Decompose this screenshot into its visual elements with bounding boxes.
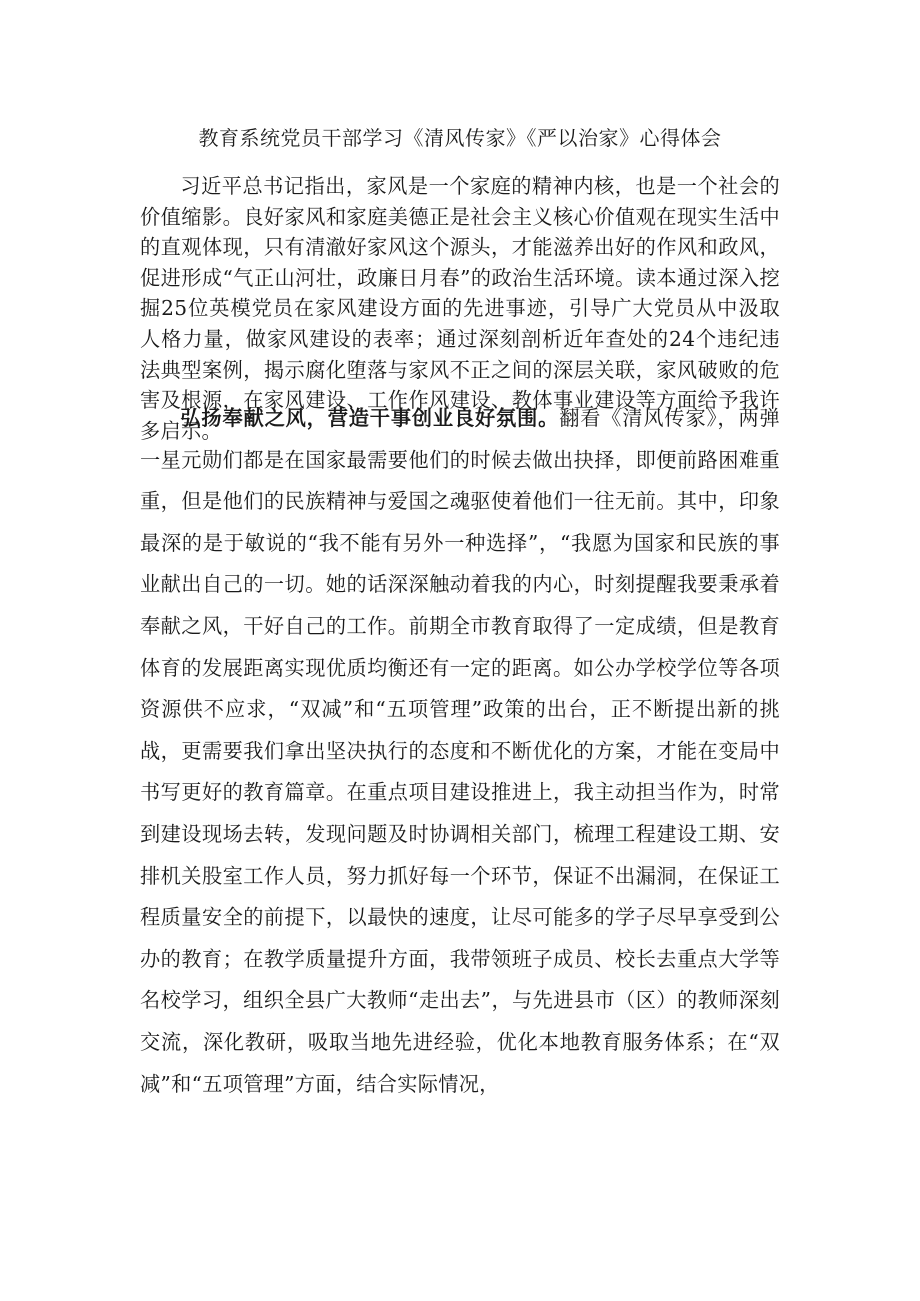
section-body: 翻看《清风传家》，两弹一星元勋们都是在国家最需要他们的时候去做出抉择，即便前路困难重重，但是他们的民族精神与爱国之魂驱使着他们一往无前。其中，印象最深的是于敏说的“我不能有另外一种选择”，“我愿为国家和民族的事业献出自己的一切。她的话深深触动着我的内心，时刻提醒我要秉承着奉献之风，干好自己的工作。前期全市教育取得了一定成绩，但是教育体育的发展距离实现优质均衡还有一定的距离。如公办学校学位等各项资源供不应求，“双减”和“五项管理”政策的出台，正不断提出新的挑战，更需要我们拿出坚决执行的态度和不断优化的方案，才能在变局中书写更好的教育篇章。在重点项目建设推进上，我主动担当作为，时常到建设现场去转，发现问题及时协调相关部门，梳理工程建设工期、安排机关股室工作人员，努力抓好每一个环节，保证不出漏洞，在保证工程质量安全的前提下，以最快的速度，让尽可能多的学子尽早享受到公办的教育；在教学质量提升方面，我带领班子成员、校长去重点大学等名校学习，组织全县广大教师“走出去”，与先进县市（区）的教师深刻交流，深化教研，吸取当地先进经验，优化本地教育服务体系；在“双减”和“五项管理”方面，结合实际情况，	[140, 406, 781, 1096]
section-heading: 弘扬奉献之风，营造干事创业良好氛围。	[180, 406, 560, 430]
section-paragraph	[140, 398, 780, 1105]
intro-paragraph: 习近平总书记指出，家风是一个家庭的精神内核，也是一个社会的价值缩影。良好家风和家庭美德正是社会主义核心价值观在现实生活中的直观体现，只有清澈好家风这个源头，才能滋养出好的作风和政风，促进形成“气正山河壮，政廉日月春”的政治生活环境。读本通过深入挖掘25位英模党员在家风建设方面的先进事迹，引导广大党员从中汲取人格力量，做家风建设的表率；通过深刻剖析近年查处的24个违纪违法典型案例，揭示腐化堕落与家风不正之间的深层关联，家风破败的危害及根源，在家风建设、工作作风建设、教体事业建设等方面给予我许多启示。	[140, 174, 780, 443]
document-title: 教育系统党员干部学习《清风传家》《严以治家》心得体会	[198, 126, 722, 150]
